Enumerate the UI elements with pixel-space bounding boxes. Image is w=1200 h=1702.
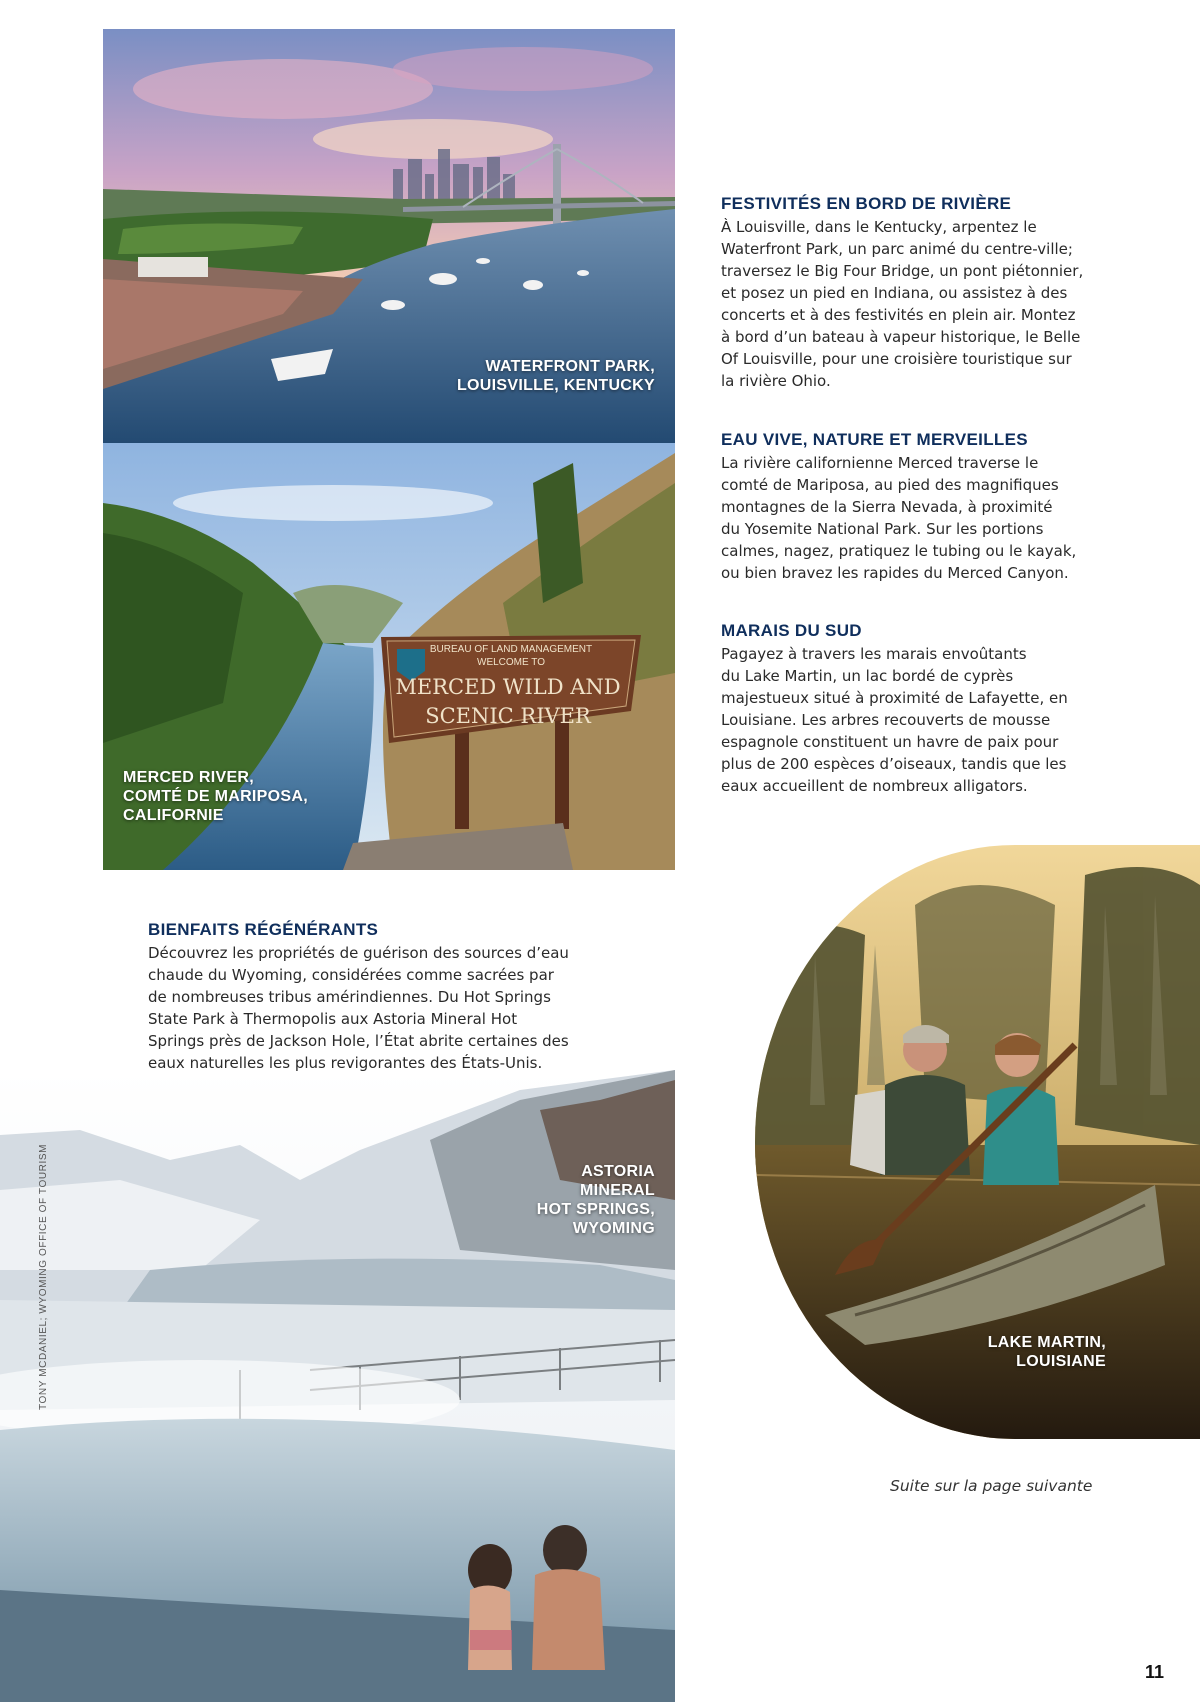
section-regenerating-benefits	[148, 919, 569, 1074]
sign-line-3: MERCED WILD AND	[395, 675, 621, 699]
page-number: 11	[1145, 1662, 1165, 1682]
continued-note: Suite sur la page suivante	[890, 1477, 1093, 1495]
photo-credit: TONY MCDANIEL; WYOMING OFFICE OF TOURISM	[38, 1143, 49, 1410]
section-body: Pagayez à travers les marais envoûtants du Lake Martin, un lac bordé de cyprès majestueux situé à proximité de Lafayette, en Louisiane. Les arbres recouverts de mousse espagnole constituent un havre de paix pour plus de 200 espèces d’oiseaux, tandis que les eaux accueillent de nombreux alligators.	[721, 645, 1068, 795]
lake-martin-caption: LAKE MARTIN, LOUISIANE	[987, 1334, 1106, 1370]
sign-line-2: WELCOME TO	[477, 657, 545, 668]
section-title: MARAIS DU SUD	[721, 621, 862, 640]
section-body: Découvrez les propriétés de guérison des sources d’eau chaude du Wyoming, considérées comme sacrées par de nombreuses tribus amérindiennes. Du Hot Springs State Park à Thermopolis aux Astoria Mineral Hot Springs près de Jackson Hole, l’État abrite certaines des eaux naturelles les plus revigorantes des États-Unis.	[148, 944, 569, 1072]
waterfront-park-photo	[103, 29, 675, 443]
section-body: À Louisville, dans le Kentucky, arpentez le Waterfront Park, un parc animé du centre-ville; traversez le Big Four Bridge, un pont piétonnier, et posez un pied en Indiana, ou assistez à des concerts et à des festivités en plein air. Montez à bord d’un bateau à vapeur historique, le Belle Of Louisville, pour une croisière touristique sur la rivière Ohio.	[721, 218, 1084, 390]
astoria-hot-springs-photo	[0, 1070, 675, 1702]
section-title: BIENFAITS RÉGÉNÉRANTS	[148, 920, 379, 939]
section-body: La rivière californienne Merced traverse le comté de Mariposa, au pied des magnifiques montagnes de la Sierra Nevada, à proximité du Yosemite National Park. Sur les portions calmes, nagez, pratiquez le tubing ou le kayak, ou bien bravez les rapides du Merced Canyon.	[721, 454, 1077, 582]
section-whitewater-nature	[721, 429, 1076, 584]
waterfront-park-caption: WATERFRONT PARK, LOUISVILLE, KENTUCKY	[456, 358, 655, 394]
section-riverside-festivities	[721, 193, 1083, 392]
astoria-caption: ASTORIA MINERAL HOT SPRINGS, WYOMING	[536, 1163, 655, 1237]
section-southern-marshes	[721, 620, 1068, 797]
section-title: FESTIVITÉS EN BORD DE RIVIÈRE	[721, 194, 1012, 213]
section-title: EAU VIVE, NATURE ET MERVEILLES	[721, 430, 1028, 449]
merced-river-caption: MERCED RIVER, COMTÉ DE MARIPOSA, CALIFORNIE	[123, 769, 308, 824]
sign-line-1: BUREAU OF LAND MANAGEMENT	[429, 644, 593, 655]
sign-line-4: SCENIC RIVER	[425, 704, 591, 728]
lake-martin-photo	[755, 845, 1200, 1439]
merced-river-photo	[103, 443, 675, 870]
